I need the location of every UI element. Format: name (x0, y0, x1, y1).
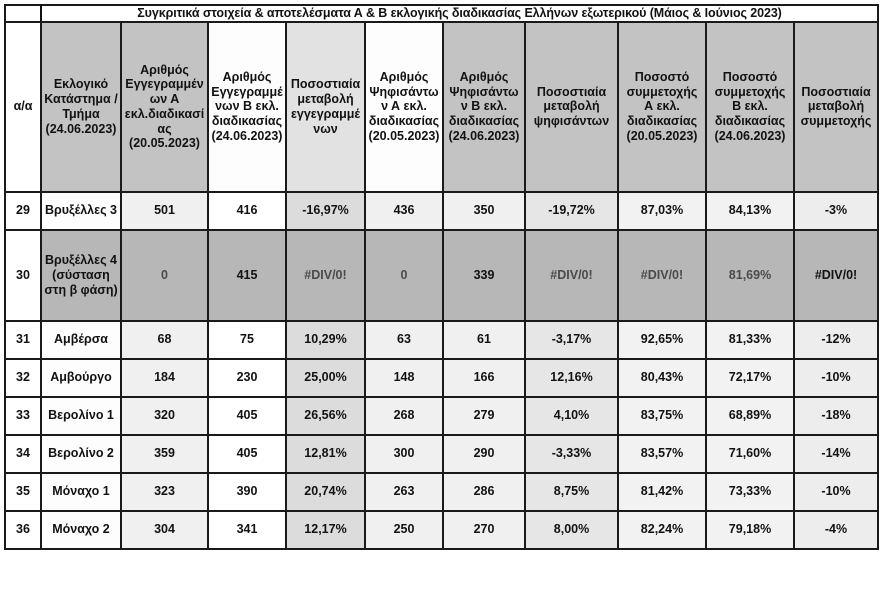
cell-pct-change-turnout: -3% (794, 192, 878, 230)
cell-pct-change-voters: -3,17% (525, 321, 618, 359)
header-voters-a: Αριθμός Ψηφισάντων Α εκλ. διαδικασίας (20.05.2023) (365, 22, 443, 192)
cell-pct-change-turnout: -18% (794, 397, 878, 435)
cell-pct-change-voters: 12,16% (525, 359, 618, 397)
cell-voters-a: 268 (365, 397, 443, 435)
cell-registered-b: 415 (208, 230, 286, 321)
cell-station: Αμβούργο (41, 359, 121, 397)
cell-pct-change-registered: #DIV/0! (286, 230, 365, 321)
header-voters-b: Αριθμός Ψηφισάντων Β εκλ. διαδικασίας (24.06.2023) (443, 22, 525, 192)
cell-registered-a: 501 (121, 192, 208, 230)
row-index: 35 (5, 473, 41, 511)
header-aa: α/α (5, 22, 41, 192)
cell-voters-b: 286 (443, 473, 525, 511)
title-corner-cell (5, 5, 41, 22)
cell-registered-b: 405 (208, 435, 286, 473)
cell-registered-b: 230 (208, 359, 286, 397)
cell-voters-a: 263 (365, 473, 443, 511)
cell-turnout-b: 81,33% (706, 321, 794, 359)
header-pct-change-turnout: Ποσοστιαία μεταβολή συμμετοχής (794, 22, 878, 192)
cell-turnout-b: 68,89% (706, 397, 794, 435)
cell-voters-a: 300 (365, 435, 443, 473)
row-index: 34 (5, 435, 41, 473)
cell-voters-b: 339 (443, 230, 525, 321)
cell-turnout-b: 71,60% (706, 435, 794, 473)
table-row (5, 192, 878, 230)
cell-registered-b: 341 (208, 511, 286, 549)
cell-pct-change-registered: -16,97% (286, 192, 365, 230)
cell-station: Βερολίνο 2 (41, 435, 121, 473)
cell-station: Μόναχο 1 (41, 473, 121, 511)
cell-voters-a: 63 (365, 321, 443, 359)
cell-voters-b: 290 (443, 435, 525, 473)
cell-station: Αμβέρσα (41, 321, 121, 359)
comparative-election-table (4, 4, 879, 550)
cell-turnout-a: 83,57% (618, 435, 706, 473)
cell-pct-change-registered: 25,00% (286, 359, 365, 397)
cell-registered-a: 0 (121, 230, 208, 321)
cell-pct-change-voters: 8,75% (525, 473, 618, 511)
cell-voters-b: 270 (443, 511, 525, 549)
cell-pct-change-registered: 20,74% (286, 473, 365, 511)
cell-turnout-b: 81,69% (706, 230, 794, 321)
cell-turnout-a: 80,43% (618, 359, 706, 397)
table-row (5, 230, 878, 321)
cell-pct-change-voters: -19,72% (525, 192, 618, 230)
header-row (5, 22, 878, 192)
cell-registered-b: 416 (208, 192, 286, 230)
cell-registered-a: 320 (121, 397, 208, 435)
table-title: Συγκριτικά στοιχεία & αποτελέσματα Α & Β εκλογικής διαδικασίας Ελλήνων εξωτερικού (Μάιος & Ιούνιος 2023) (41, 5, 878, 22)
cell-voters-b: 166 (443, 359, 525, 397)
cell-pct-change-voters: #DIV/0! (525, 230, 618, 321)
cell-pct-change-registered: 12,81% (286, 435, 365, 473)
cell-pct-change-registered: 12,17% (286, 511, 365, 549)
cell-turnout-b: 84,13% (706, 192, 794, 230)
cell-station: Βρυξέλλες 3 (41, 192, 121, 230)
cell-pct-change-voters: 8,00% (525, 511, 618, 549)
title-row (5, 5, 878, 22)
header-registered-a: Αριθμός Εγγεγραμμένων Α εκλ.διαδικασίας (20.05.2023) (121, 22, 208, 192)
table-row (5, 359, 878, 397)
cell-voters-a: 148 (365, 359, 443, 397)
table-row (5, 511, 878, 549)
row-index: 33 (5, 397, 41, 435)
cell-station: Μόναχο 2 (41, 511, 121, 549)
row-index: 30 (5, 230, 41, 321)
cell-pct-change-registered: 26,56% (286, 397, 365, 435)
header-registered-b: Αριθμός Εγγεγραμμένων Β εκλ. διαδικασίας (24.06.2023) (208, 22, 286, 192)
header-turnout-b: Ποσοστό συμμετοχής Β εκλ. διαδικασίας (24.06.2023) (706, 22, 794, 192)
header-turnout-a: Ποσοστό συμμετοχής Α εκλ. διαδικασίας (20.05.2023) (618, 22, 706, 192)
cell-registered-b: 390 (208, 473, 286, 511)
cell-voters-a: 250 (365, 511, 443, 549)
cell-registered-a: 68 (121, 321, 208, 359)
header-pct-change-registered: Ποσοστιαία μεταβολή εγγεγραμμένων (286, 22, 365, 192)
cell-turnout-a: 81,42% (618, 473, 706, 511)
cell-pct-change-turnout: #DIV/0! (794, 230, 878, 321)
cell-voters-b: 350 (443, 192, 525, 230)
cell-turnout-b: 72,17% (706, 359, 794, 397)
table-row (5, 473, 878, 511)
cell-pct-change-registered: 10,29% (286, 321, 365, 359)
row-index: 32 (5, 359, 41, 397)
cell-pct-change-turnout: -10% (794, 473, 878, 511)
cell-pct-change-turnout: -10% (794, 359, 878, 397)
cell-pct-change-voters: 4,10% (525, 397, 618, 435)
cell-station: Βρυξέλλες 4 (σύσταση στη β φάση) (41, 230, 121, 321)
cell-station: Βερολίνο 1 (41, 397, 121, 435)
cell-pct-change-voters: -3,33% (525, 435, 618, 473)
cell-turnout-b: 79,18% (706, 511, 794, 549)
cell-registered-a: 184 (121, 359, 208, 397)
cell-voters-b: 279 (443, 397, 525, 435)
cell-pct-change-turnout: -14% (794, 435, 878, 473)
cell-registered-a: 323 (121, 473, 208, 511)
header-pct-change-voters: Ποσοστιαία μεταβολή ψηφισάντων (525, 22, 618, 192)
cell-pct-change-turnout: -4% (794, 511, 878, 549)
cell-pct-change-turnout: -12% (794, 321, 878, 359)
row-index: 31 (5, 321, 41, 359)
cell-registered-b: 405 (208, 397, 286, 435)
row-index: 36 (5, 511, 41, 549)
cell-turnout-b: 73,33% (706, 473, 794, 511)
cell-turnout-a: 82,24% (618, 511, 706, 549)
table-row (5, 321, 878, 359)
table-row (5, 435, 878, 473)
cell-turnout-a: #DIV/0! (618, 230, 706, 321)
cell-voters-b: 61 (443, 321, 525, 359)
cell-voters-a: 0 (365, 230, 443, 321)
cell-registered-b: 75 (208, 321, 286, 359)
cell-registered-a: 304 (121, 511, 208, 549)
cell-turnout-a: 83,75% (618, 397, 706, 435)
row-index: 29 (5, 192, 41, 230)
cell-voters-a: 436 (365, 192, 443, 230)
cell-turnout-a: 92,65% (618, 321, 706, 359)
cell-turnout-a: 87,03% (618, 192, 706, 230)
cell-registered-a: 359 (121, 435, 208, 473)
header-station: Εκλογικό Κατάστημα / Τμήμα (24.06.2023) (41, 22, 121, 192)
table-row (5, 397, 878, 435)
